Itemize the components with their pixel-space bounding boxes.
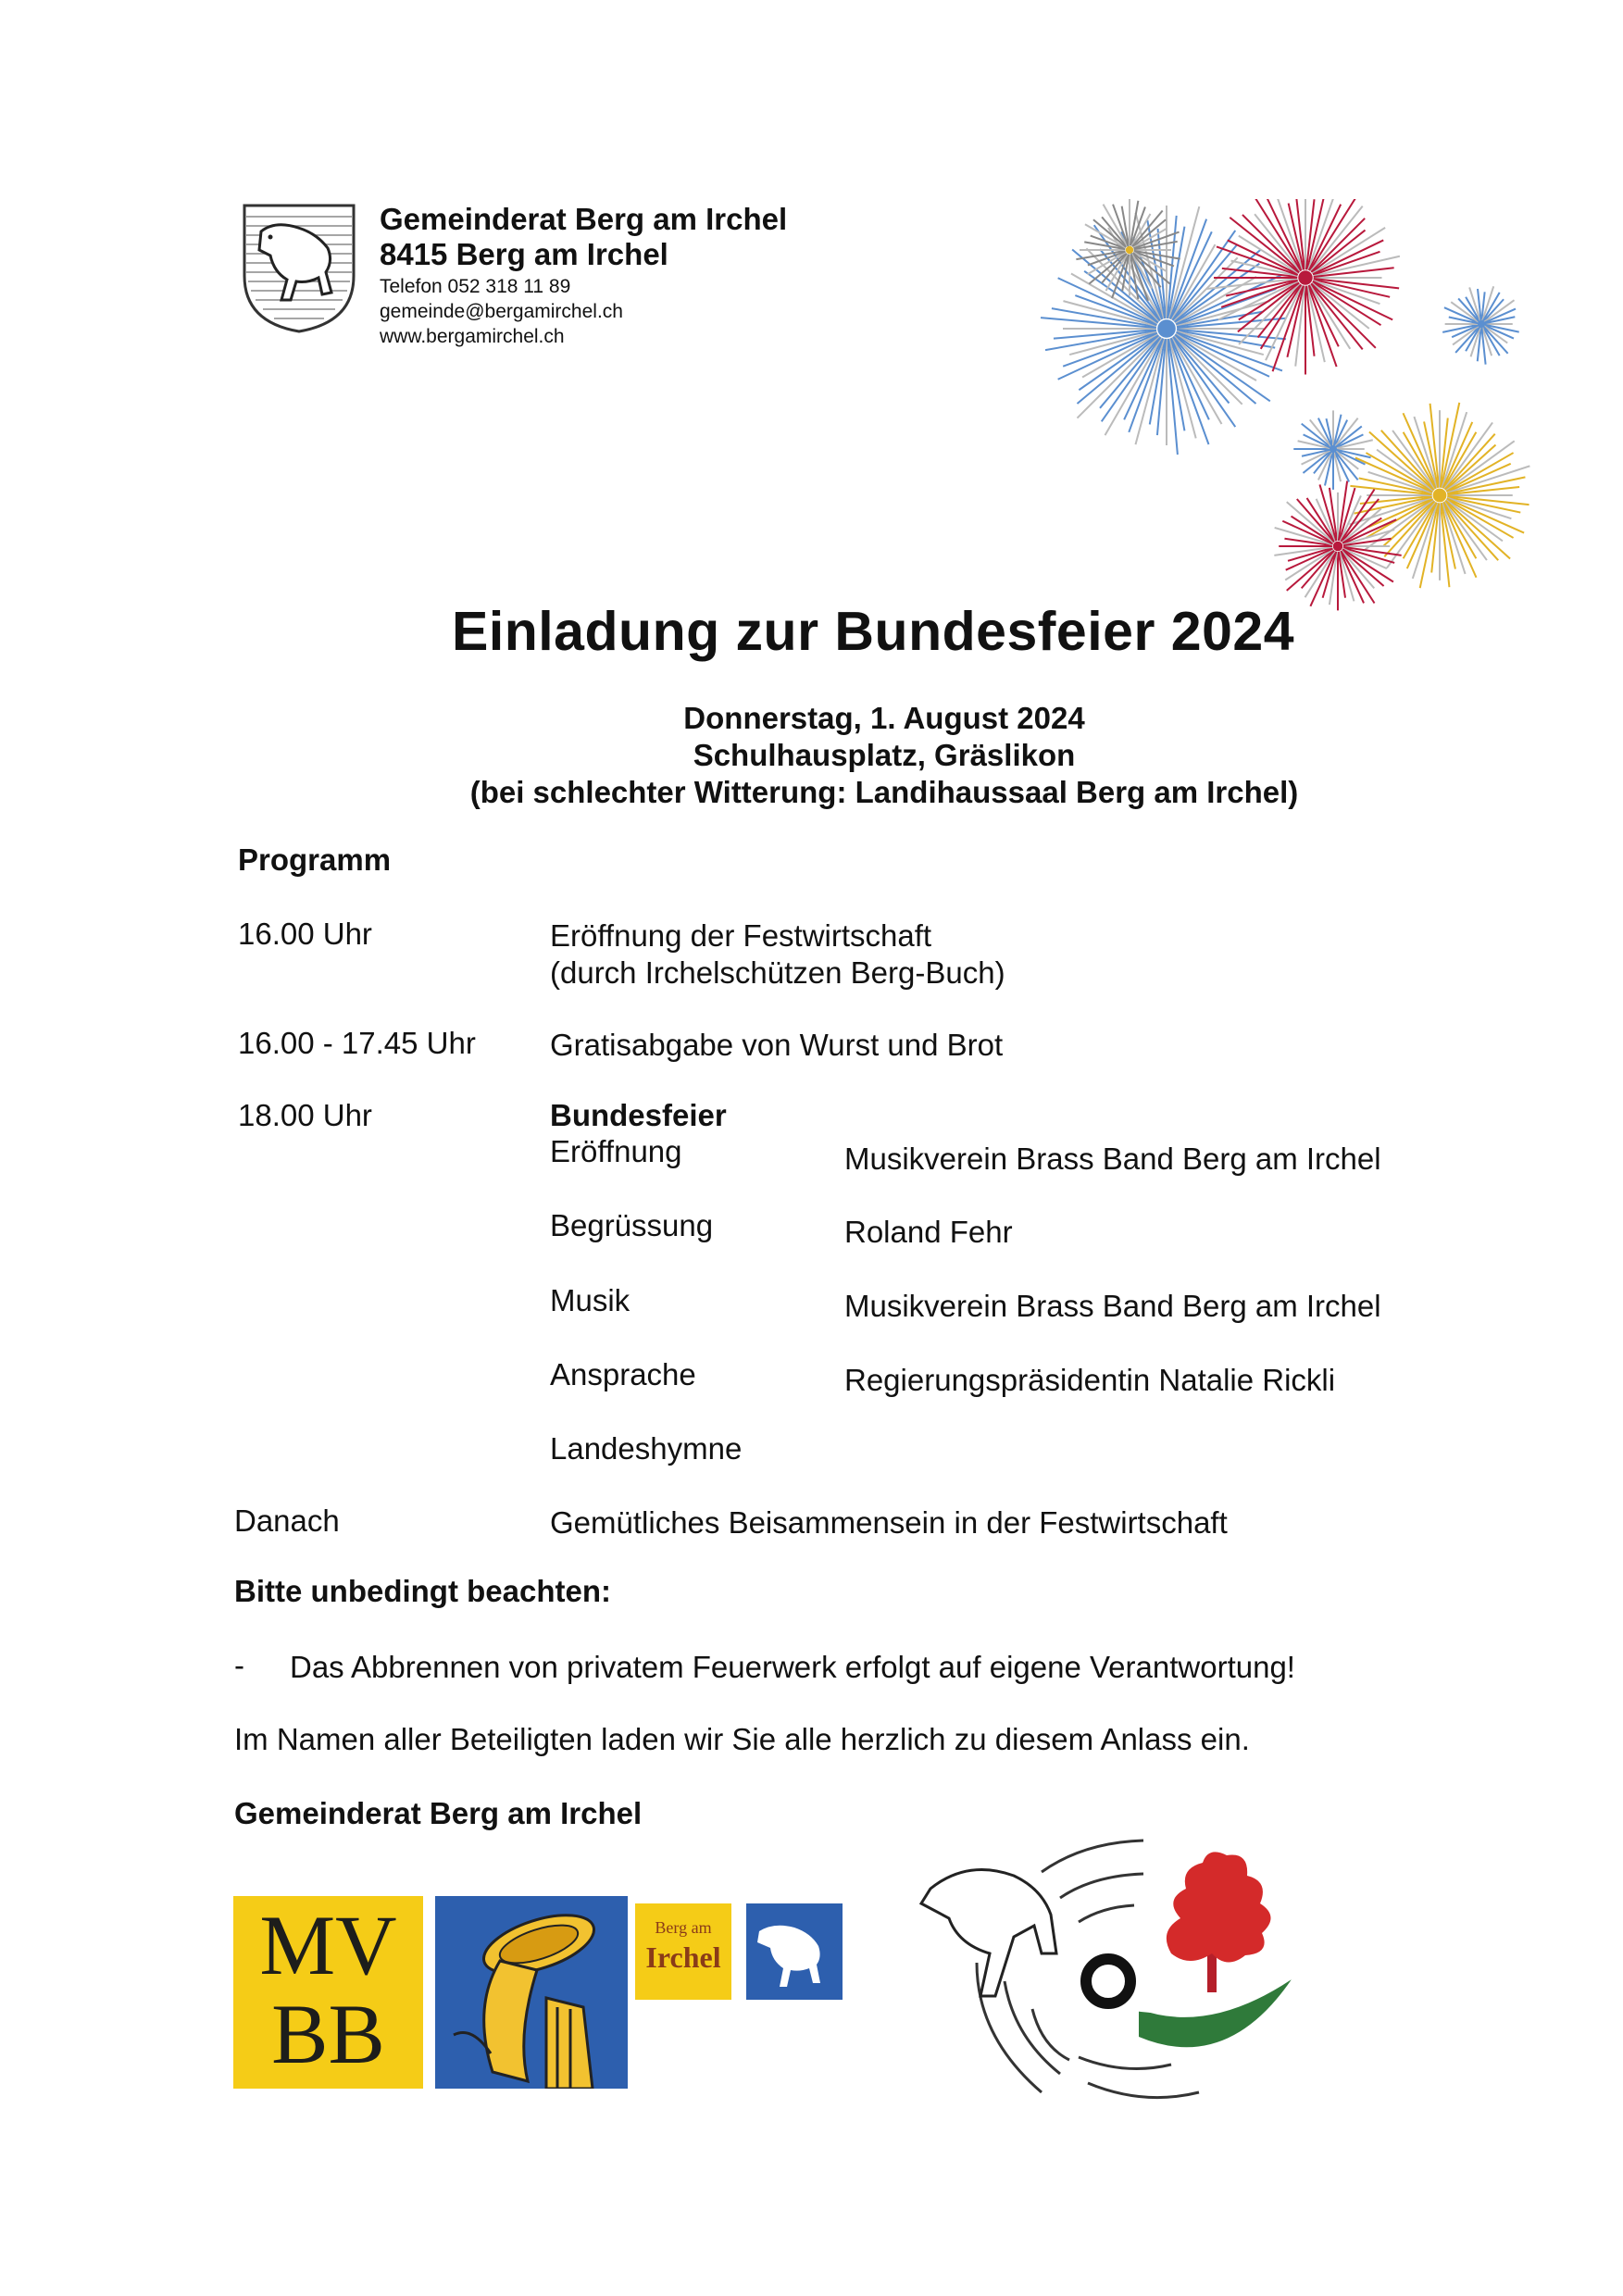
feier-part-1: Eröffnung <box>550 1134 682 1168</box>
mvbb-logo <box>233 1896 423 2089</box>
program-time-1: 16.00 Uhr <box>238 917 372 951</box>
program-text-2: Gratisabgabe von Wurst und Brot <box>550 1028 1004 1062</box>
program-text-3: Bundesfeier <box>550 1098 727 1132</box>
berg-line1: Berg am <box>655 1918 712 1937</box>
fireworks-warning: Das Abbrennen von privatem Feuerwerk erfolgt auf eigene Verantwortung! <box>290 1650 1295 1684</box>
red-firework-burst <box>1206 199 1399 375</box>
bullet-dash: - <box>234 1648 244 1682</box>
boar-icon <box>746 1903 843 2000</box>
gold-firework-burst <box>1350 403 1530 588</box>
feier-who-3: Musikverein Brass Band Berg am Irchel <box>844 1289 1381 1323</box>
program-time-2: 16.00 - 17.45 Uhr <box>238 1026 476 1060</box>
after-text: Gemütliches Beisammensein in der Festwirtschaft <box>550 1505 1228 1540</box>
notes-heading: Bitte unbedingt beachten: <box>234 1574 611 1608</box>
brass-band-logo <box>435 1896 628 2089</box>
berg-line2: Irchel <box>645 1940 721 1974</box>
after-time: Danach <box>234 1504 340 1538</box>
mvbb-line2: BB <box>271 1987 385 2081</box>
org-address: 8415 Berg am Irchel <box>380 237 668 271</box>
tuba-icon <box>435 1896 628 2089</box>
feier-part-2: Begrüssung <box>550 1208 714 1242</box>
org-email[interactable]: gemeinde@bergamirchel.ch <box>380 301 623 322</box>
org-phone: Telefon 052 318 11 89 <box>380 276 571 297</box>
feier-who-1: Musikverein Brass Band Berg am Irchel <box>844 1142 1381 1176</box>
event-alternative-place: (bei schlechter Witterung: Landihaussaal Berg am Irchel) <box>469 775 1299 809</box>
boar-crest-logo <box>746 1903 843 2000</box>
feier-part-5: Landeshymne <box>550 1431 743 1466</box>
program-text-1: Eröffnung der Festwirtschaft <box>550 918 932 953</box>
municipal-crest-icon <box>243 204 356 333</box>
org-website[interactable]: www.bergamirchel.ch <box>380 326 565 347</box>
small-red-firework-burst <box>1274 480 1401 610</box>
event-place: Schulhausplatz, Gräslikon <box>693 738 1076 772</box>
program-text-1-note: (durch Irchelschützen Berg-Buch) <box>550 955 1005 990</box>
signature: Gemeinderat Berg am Irchel <box>234 1796 643 1830</box>
schuetzen-logo <box>903 1815 1310 2120</box>
feier-who-4: Regierungspräsidentin Natalie Rickli <box>844 1363 1336 1397</box>
berg-am-irchel-logo <box>635 1903 731 2000</box>
page-title: Einladung zur Bundesfeier 2024 <box>452 601 1295 662</box>
fireworks-illustration <box>1000 199 1555 643</box>
program-time-3: 18.00 Uhr <box>238 1098 372 1132</box>
small-blue-firework-burst <box>1442 286 1519 364</box>
mvbb-line1: MV <box>259 1898 397 1992</box>
event-date: Donnerstag, 1. August 2024 <box>683 701 1085 735</box>
feier-part-4: Ansprache <box>550 1357 696 1391</box>
org-name: Gemeinderat Berg am Irchel <box>380 202 788 236</box>
feier-who-2: Roland Fehr <box>844 1215 1013 1249</box>
feier-part-3: Musik <box>550 1283 630 1317</box>
programm-heading: Programm <box>238 842 392 877</box>
closing-text: Im Namen aller Beteiligten laden wir Sie alle herzlich zu diesem Anlass ein. <box>234 1722 1250 1756</box>
